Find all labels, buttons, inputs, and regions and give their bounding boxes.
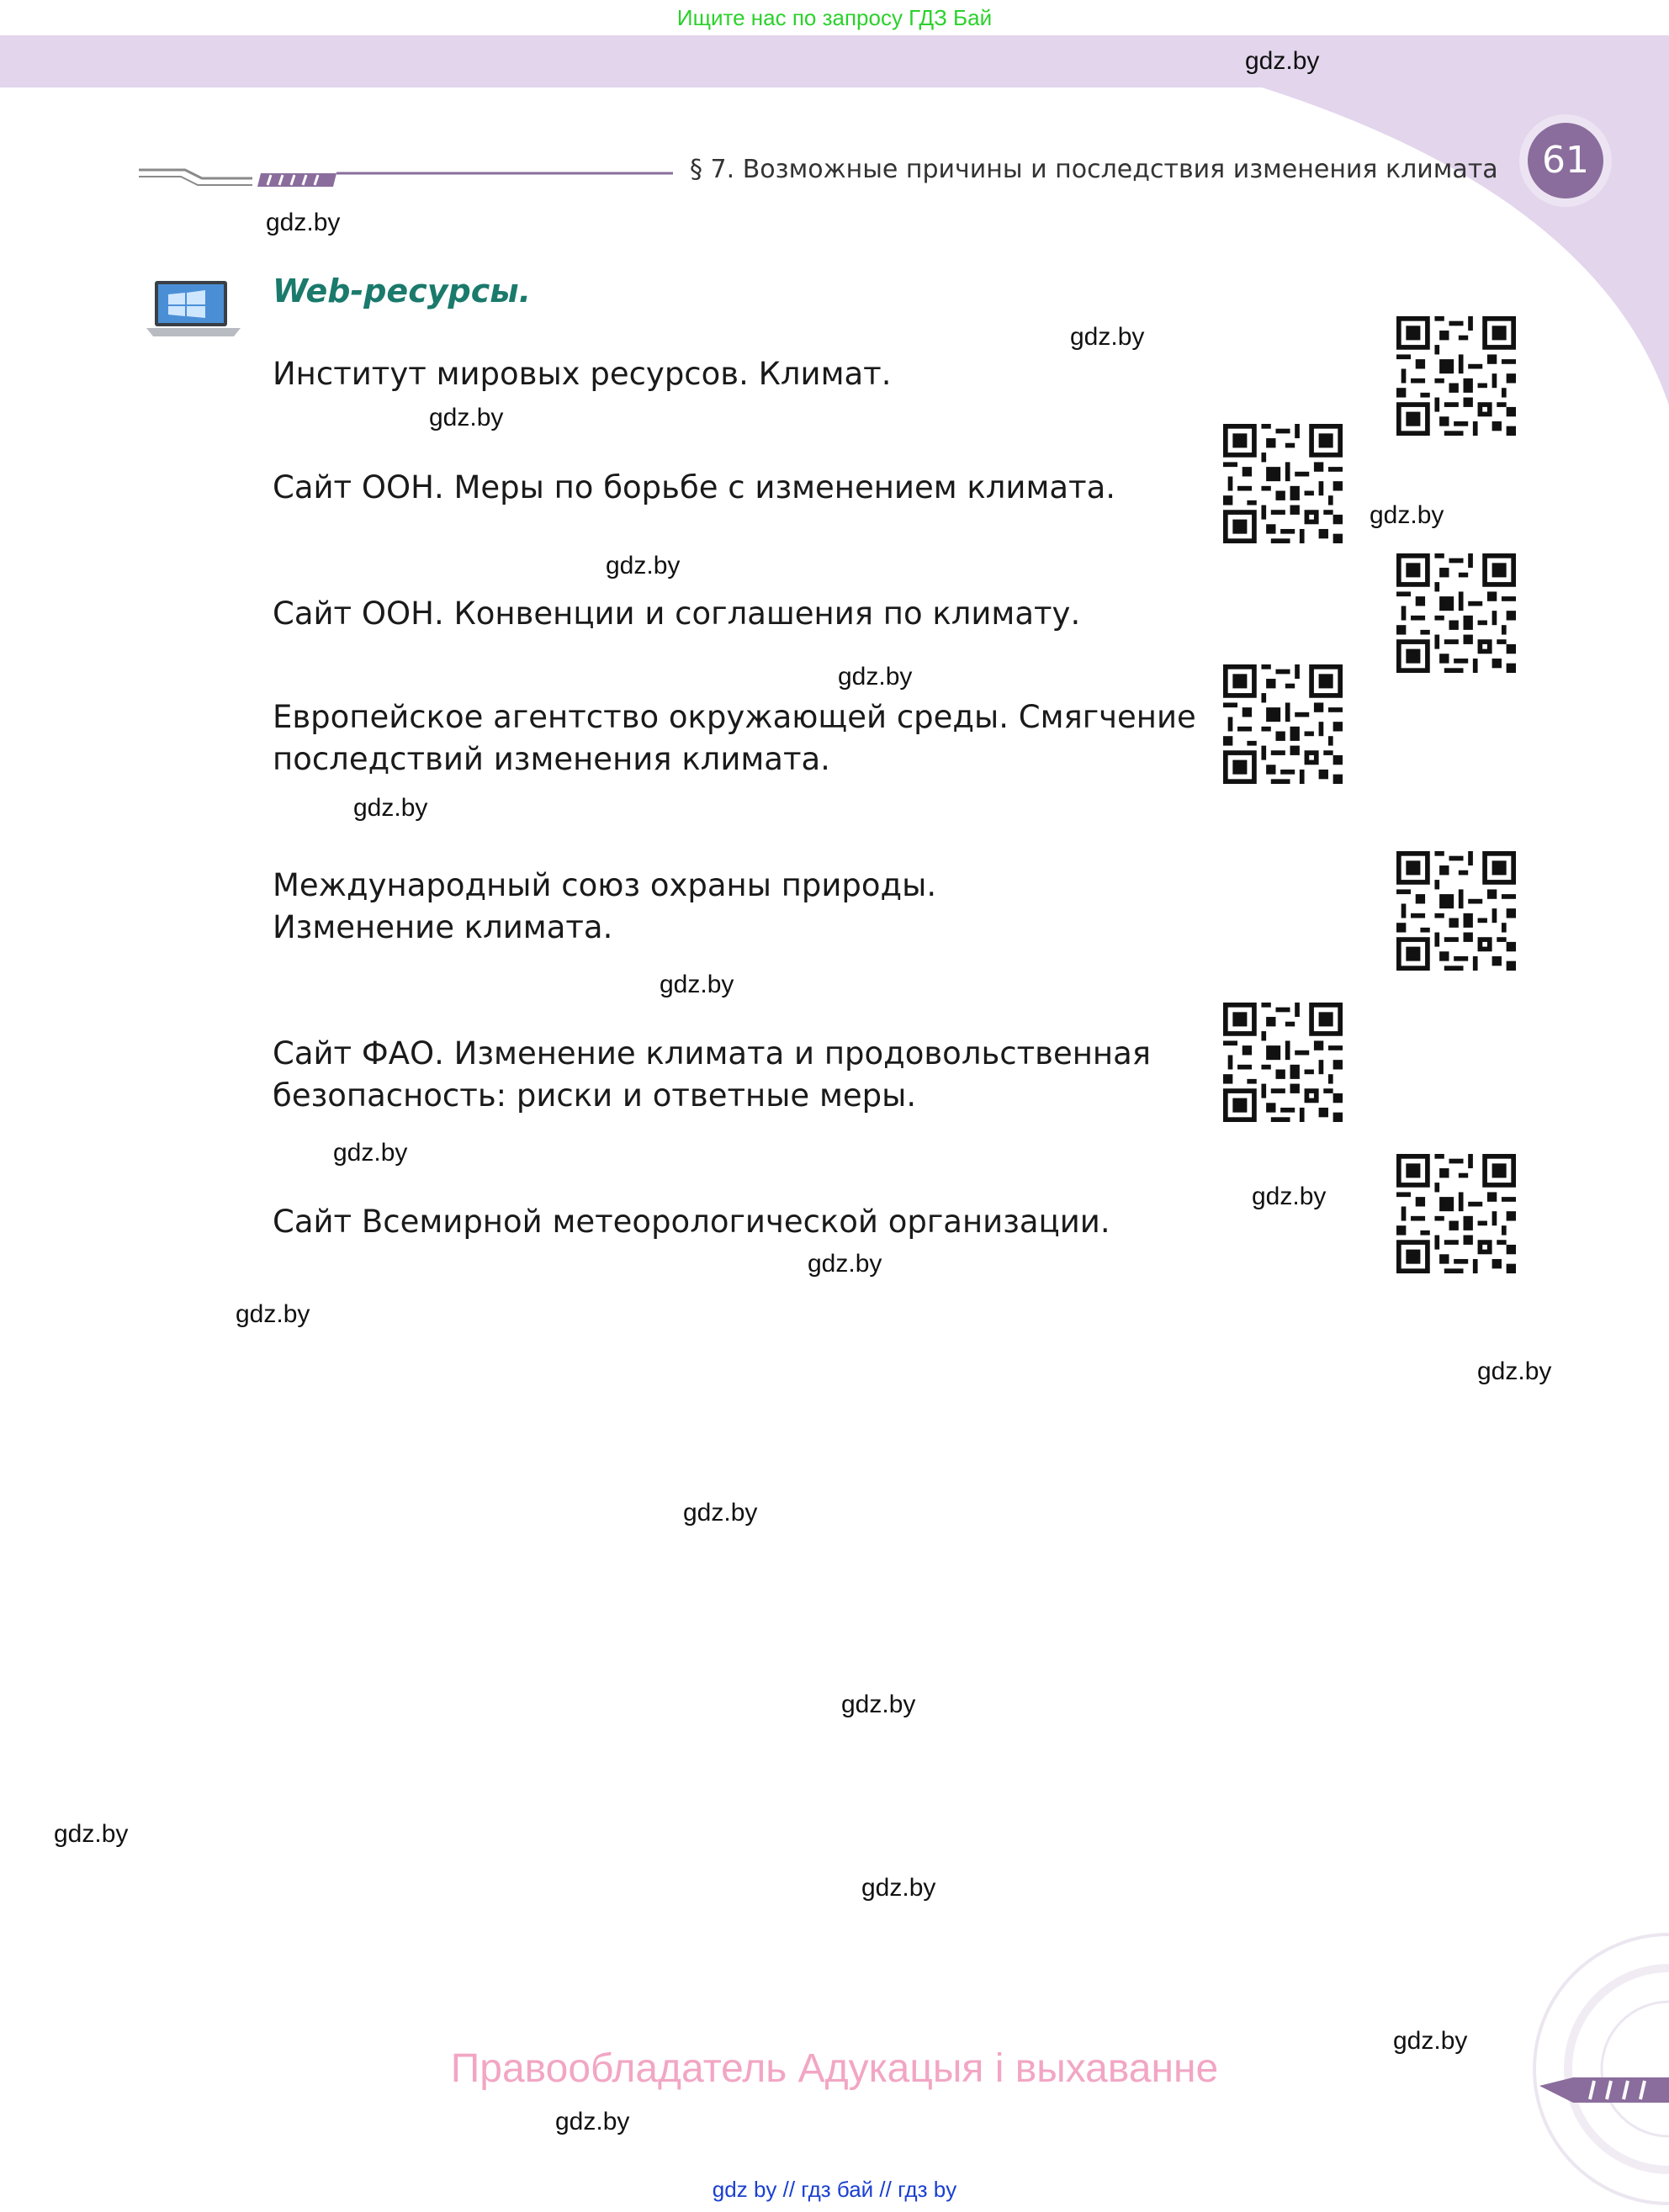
watermark: gdz.by: [683, 1499, 758, 1527]
qr-code-icon[interactable]: [1396, 553, 1516, 673]
resource-item-7: [273, 1201, 1198, 1243]
resource-text: Институт мировых ресурсов. Климат.: [273, 356, 892, 392]
watermark: gdz.by: [236, 1300, 310, 1328]
copyright-notice: Правообладатель Адукацыя і выхаванне: [450, 2046, 1219, 2091]
resource-text-line2: последствий изменения климата.: [273, 741, 830, 777]
watermark: gdz.by: [841, 1691, 916, 1718]
watermark: gdz.by: [266, 209, 341, 236]
watermark: gdz.by: [1477, 1357, 1552, 1385]
watermark: gdz.by: [54, 1820, 129, 1848]
watermark: gdz.by: [808, 1250, 882, 1278]
resource-text-line1: Международный союз охраны природы.: [273, 867, 937, 903]
top-banner: Ищите нас по запросу ГДЗ Бай: [676, 5, 993, 30]
watermark: gdz.by: [1245, 47, 1320, 75]
watermark: gdz.by: [660, 971, 734, 998]
resource-text-line1: Сайт ФАО. Изменение климата и продовольственная: [273, 1035, 1152, 1072]
qr-code-icon[interactable]: [1396, 316, 1516, 436]
footer-links[interactable]: gdz by // гдз бай // гдз by: [712, 2177, 957, 2202]
qr-code-icon[interactable]: [1223, 664, 1343, 784]
watermark: gdz.by: [861, 1874, 936, 1902]
resource-text: Сайт ООН. Конвенции и соглашения по климату.: [273, 595, 1081, 632]
watermark: gdz.by: [429, 404, 504, 431]
section-title: Web-ресурсы.: [273, 273, 532, 310]
resource-item-1: [273, 353, 1198, 395]
watermark: gdz.by: [333, 1139, 408, 1167]
running-head: § 7. Возможные причины и последствия изменения климата: [690, 155, 1498, 184]
qr-code-icon[interactable]: [1223, 424, 1343, 543]
watermark: gdz.by: [838, 663, 913, 691]
resource-item-4: [273, 696, 1198, 781]
resource-text-line2: Изменение климата.: [273, 909, 613, 945]
qr-code-icon[interactable]: [1396, 851, 1516, 971]
watermark: gdz.by: [555, 2108, 630, 2135]
resource-text-line2: безопасность: риски и ответные меры.: [273, 1077, 917, 1114]
header-decor-line: [135, 160, 681, 193]
watermark: gdz.by: [1393, 2027, 1468, 2055]
resource-text: Сайт ООН. Меры по борьбе с изменением климата.: [273, 469, 1116, 505]
watermark: gdz.by: [606, 552, 681, 579]
qr-code-icon[interactable]: [1396, 1154, 1516, 1273]
resource-text: Сайт Всемирной метеорологической организации.: [273, 1204, 1110, 1240]
resource-item-2: [273, 467, 1198, 509]
watermark: gdz.by: [1370, 501, 1444, 529]
watermark: gdz.by: [353, 794, 428, 822]
qr-code-icon[interactable]: [1223, 1003, 1343, 1122]
watermark: gdz.by: [1252, 1183, 1327, 1210]
resource-text-line1: Европейское агентство окружающей среды. Смягчение: [273, 699, 1196, 735]
laptop-icon: [143, 278, 244, 341]
page-number: 61: [1528, 123, 1603, 198]
resource-item-6: [273, 1033, 1198, 1117]
resource-item-5: [273, 865, 1198, 949]
resource-item-3: [273, 593, 1198, 635]
watermark: gdz.by: [1070, 323, 1145, 351]
